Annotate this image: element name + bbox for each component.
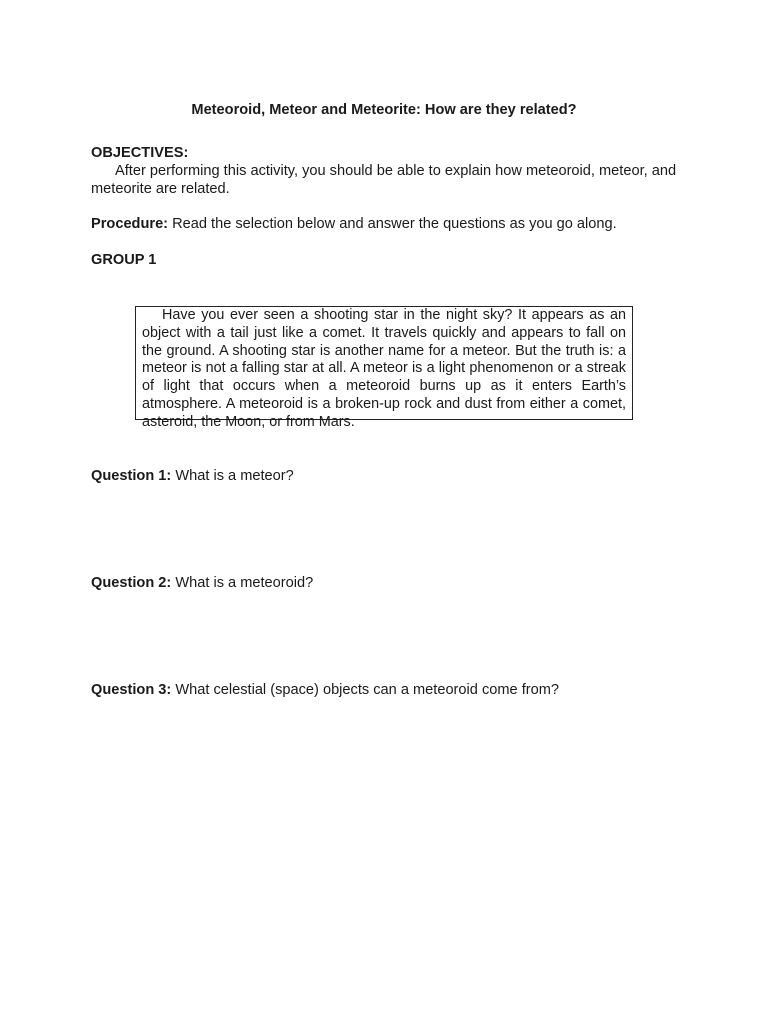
question-1-text: What is a meteor? [171, 468, 294, 484]
question-2-label: Question 2: [91, 575, 172, 591]
question-1 [91, 468, 294, 484]
question-1-label: Question 1: [91, 468, 172, 484]
procedure-text: Read the selection below and answer the questions as you go along. [168, 216, 617, 232]
reading-passage-text: Have you ever seen a shooting star in the night sky? It appears as an object with a tail just like a comet. It travels quickly and appears to fall on the ground. A shooting star is another name for a meteor. But the truth is: a meteor is not a falling star at all. A meteor is a light phenomenon or a streak of light that occurs when a meteoroid burns up as it enters Earth’s atmosphere. A meteoroid is a broken-up rock and dust from either a comet, asteroid, the Moon, or from Mars. [142, 307, 626, 430]
page-title: Meteoroid, Meteor and Meteorite: How are they related? [191, 102, 577, 118]
question-3 [91, 682, 559, 698]
objectives-text: After performing this activity, you should be able to explain how meteoroid, meteor, and meteorite are related. [91, 163, 677, 197]
question-3-text: What celestial (space) objects can a meteoroid come from? [171, 682, 559, 698]
question-3-label: Question 3: [91, 682, 172, 698]
question-2-text: What is a meteoroid? [171, 575, 314, 591]
question-2 [91, 575, 313, 591]
objectives-heading: OBJECTIVES: [91, 145, 189, 161]
group-label: GROUP 1 [91, 252, 157, 268]
procedure-line [91, 216, 617, 232]
reading-passage-box [135, 306, 633, 430]
objectives-body [91, 162, 683, 198]
procedure-label: Procedure: [91, 216, 169, 232]
